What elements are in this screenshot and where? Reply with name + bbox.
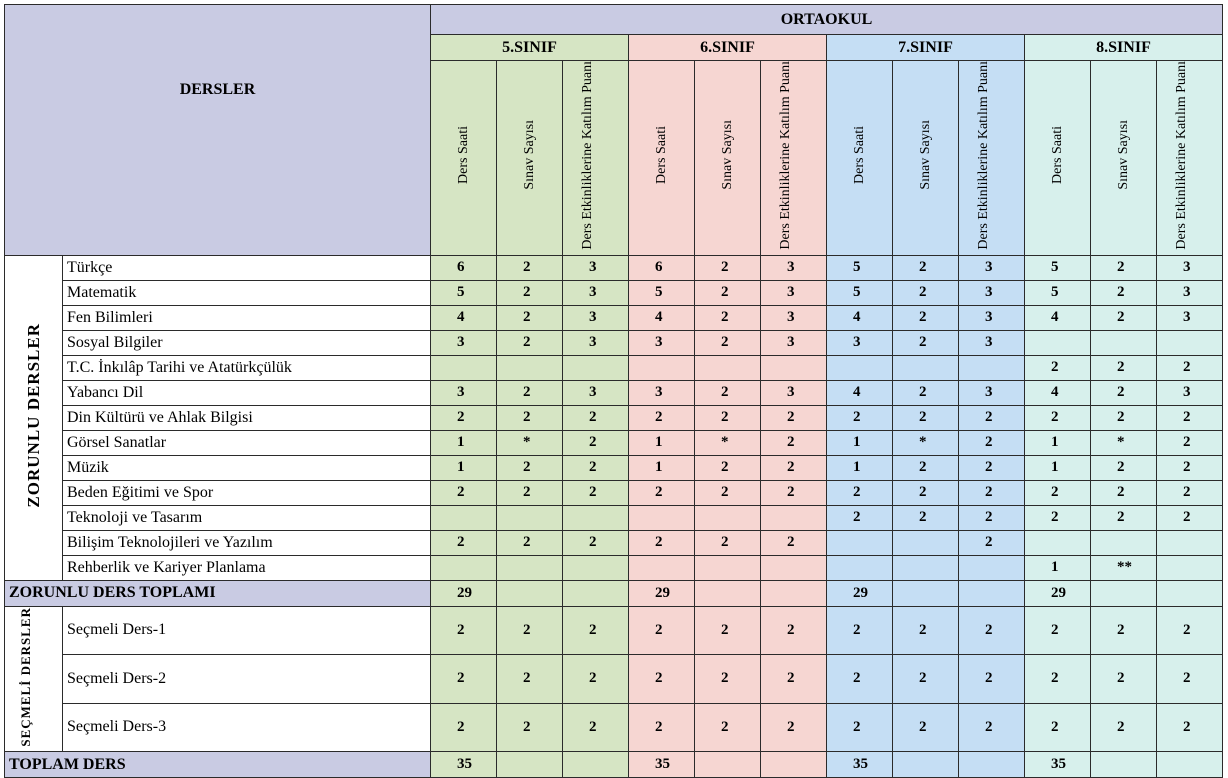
value-cell: 2: [1091, 606, 1157, 655]
table-row: [5, 555, 1223, 580]
value-cell: 2: [1157, 455, 1223, 480]
value-cell: 2: [1025, 355, 1091, 380]
value-cell: 3: [629, 330, 695, 355]
value-cell: 2: [629, 405, 695, 430]
value-cell: [431, 555, 497, 580]
value-cell: 2: [563, 480, 629, 505]
value-cell: 4: [1025, 305, 1091, 330]
value-cell: 2: [1025, 606, 1091, 655]
value-cell: 5: [1025, 255, 1091, 280]
compulsory-group-label: ZORUNLU DERSLER: [5, 255, 63, 580]
value-cell: 2: [431, 530, 497, 555]
value-cell: 2: [629, 480, 695, 505]
sub-column-header: Ders Etkinliklerine Katılım Puanı: [563, 61, 629, 256]
value-cell: 2: [1157, 430, 1223, 455]
value-cell: 2: [959, 430, 1025, 455]
value-cell: 1: [629, 455, 695, 480]
value-cell: 2: [563, 703, 629, 752]
value-cell: 2: [761, 405, 827, 430]
value-cell: 2: [695, 530, 761, 555]
table-row: [5, 355, 1223, 380]
value-cell: 2: [497, 280, 563, 305]
value-cell: 2: [1025, 480, 1091, 505]
table-row: [5, 330, 1223, 355]
subject-name: Beden Eğitimi ve Spor: [63, 480, 431, 505]
value-cell: 2: [1091, 405, 1157, 430]
sub-column-header: Ders Etkinliklerine Katılım Puanı: [959, 61, 1025, 256]
value-cell: 2: [1157, 606, 1223, 655]
value-cell: 2: [893, 255, 959, 280]
value-cell: 2: [695, 606, 761, 655]
value-cell: 2: [893, 330, 959, 355]
value-cell: 2: [1157, 405, 1223, 430]
value-cell: [629, 555, 695, 580]
value-cell: 2: [497, 305, 563, 330]
empty-cell: [761, 580, 827, 606]
empty-cell: [695, 580, 761, 606]
value-cell: 2: [497, 405, 563, 430]
value-cell: 2: [431, 405, 497, 430]
value-cell: 2: [497, 380, 563, 405]
subject-name: Din Kültürü ve Ahlak Bilgisi: [63, 405, 431, 430]
value-cell: 2: [893, 380, 959, 405]
school-level-header: ORTAOKUL: [431, 5, 1223, 35]
subject-name: Seçmeli Ders-3: [63, 703, 431, 752]
value-cell: 2: [1091, 280, 1157, 305]
total-value: 29: [431, 580, 497, 606]
empty-cell: [893, 752, 959, 778]
value-cell: [893, 555, 959, 580]
subject-name: Görsel Sanatlar: [63, 430, 431, 455]
curriculum-table: [4, 4, 1223, 778]
subject-name: Fen Bilimleri: [63, 305, 431, 330]
grade-header: 8.SINIF: [1025, 35, 1223, 61]
value-cell: [893, 355, 959, 380]
value-cell: 1: [827, 455, 893, 480]
value-cell: 2: [827, 655, 893, 704]
value-cell: 2: [761, 530, 827, 555]
value-cell: 3: [827, 330, 893, 355]
value-cell: 4: [827, 380, 893, 405]
value-cell: [1091, 330, 1157, 355]
empty-cell: [497, 752, 563, 778]
value-cell: [695, 355, 761, 380]
total-value: 29: [629, 580, 695, 606]
value-cell: 2: [629, 703, 695, 752]
grade-header: 6.SINIF: [629, 35, 827, 61]
sub-column-header: Ders Saati: [1025, 61, 1091, 256]
value-cell: [497, 355, 563, 380]
value-cell: 5: [1025, 280, 1091, 305]
value-cell: [761, 555, 827, 580]
value-cell: 3: [761, 330, 827, 355]
value-cell: 2: [695, 380, 761, 405]
empty-cell: [1157, 580, 1223, 606]
grade-header: 5.SINIF: [431, 35, 629, 61]
value-cell: **: [1091, 555, 1157, 580]
value-cell: [1157, 330, 1223, 355]
value-cell: [761, 355, 827, 380]
value-cell: 2: [695, 280, 761, 305]
value-cell: 3: [959, 280, 1025, 305]
value-cell: 2: [497, 480, 563, 505]
value-cell: 2: [563, 606, 629, 655]
value-cell: 2: [431, 480, 497, 505]
value-cell: 2: [1091, 355, 1157, 380]
value-cell: 2: [893, 655, 959, 704]
value-cell: [695, 505, 761, 530]
value-cell: [827, 555, 893, 580]
value-cell: 3: [629, 380, 695, 405]
total-value: 35: [827, 752, 893, 778]
total-value: 35: [1025, 752, 1091, 778]
empty-cell: [1157, 752, 1223, 778]
total-value: 35: [629, 752, 695, 778]
value-cell: 1: [1025, 555, 1091, 580]
table-row: [5, 430, 1223, 455]
value-cell: 2: [959, 530, 1025, 555]
value-cell: 3: [431, 330, 497, 355]
table-footer-edge: [4, 676, 1227, 680]
value-cell: 2: [497, 455, 563, 480]
value-cell: 2: [431, 655, 497, 704]
value-cell: 2: [761, 455, 827, 480]
table-row: [5, 480, 1223, 505]
value-cell: 2: [695, 255, 761, 280]
value-cell: 3: [563, 255, 629, 280]
value-cell: 2: [629, 655, 695, 704]
value-cell: 2: [497, 606, 563, 655]
value-cell: 3: [563, 380, 629, 405]
value-cell: 2: [1025, 655, 1091, 704]
empty-cell: [695, 752, 761, 778]
value-cell: [1157, 555, 1223, 580]
value-cell: 3: [761, 380, 827, 405]
value-cell: 2: [1091, 703, 1157, 752]
value-cell: 2: [497, 330, 563, 355]
subject-name: T.C. İnkılâp Tarihi ve Atatürkçülük: [63, 355, 431, 380]
value-cell: 2: [695, 330, 761, 355]
value-cell: 2: [1091, 505, 1157, 530]
value-cell: 2: [959, 405, 1025, 430]
subject-name: Türkçe: [63, 255, 431, 280]
value-cell: 3: [563, 280, 629, 305]
total-value: 35: [431, 752, 497, 778]
value-cell: [1025, 530, 1091, 555]
value-cell: 3: [563, 305, 629, 330]
table-row: [5, 703, 1223, 752]
value-cell: 2: [827, 480, 893, 505]
sub-column-header: Sınav Sayısı: [1091, 61, 1157, 256]
sub-column-header: Ders Etkinliklerine Katılım Puanı: [1157, 61, 1223, 256]
subject-name: Bilişim Teknolojileri ve Yazılım: [63, 530, 431, 555]
value-cell: 1: [1025, 455, 1091, 480]
value-cell: 2: [893, 606, 959, 655]
empty-cell: [1091, 580, 1157, 606]
value-cell: 2: [563, 530, 629, 555]
value-cell: 2: [959, 703, 1025, 752]
value-cell: 2: [1091, 480, 1157, 505]
value-cell: 3: [761, 305, 827, 330]
value-cell: [1157, 530, 1223, 555]
value-cell: 2: [893, 405, 959, 430]
empty-cell: [563, 752, 629, 778]
value-cell: 3: [959, 305, 1025, 330]
value-cell: 3: [761, 280, 827, 305]
value-cell: 2: [893, 703, 959, 752]
value-cell: 5: [629, 280, 695, 305]
subject-name: Seçmeli Ders-2: [63, 655, 431, 704]
sub-column-header: Ders Saati: [431, 61, 497, 256]
value-cell: 3: [959, 380, 1025, 405]
value-cell: [431, 355, 497, 380]
value-cell: 2: [497, 255, 563, 280]
elective-group-label: SEÇMELİ DERSLER: [5, 606, 63, 752]
value-cell: 2: [497, 703, 563, 752]
value-cell: *: [1091, 430, 1157, 455]
table-row: [5, 505, 1223, 530]
value-cell: 2: [827, 505, 893, 530]
value-cell: 3: [563, 330, 629, 355]
value-cell: 2: [695, 405, 761, 430]
grand-total-row-label: TOPLAM DERS: [5, 752, 431, 778]
value-cell: 2: [959, 480, 1025, 505]
sub-column-header: Sınav Sayısı: [893, 61, 959, 256]
value-cell: [563, 505, 629, 530]
value-cell: 3: [1157, 305, 1223, 330]
value-cell: 2: [761, 430, 827, 455]
value-cell: [497, 505, 563, 530]
sub-column-header: Sınav Sayısı: [695, 61, 761, 256]
value-cell: *: [695, 430, 761, 455]
value-cell: 4: [827, 305, 893, 330]
value-cell: 2: [761, 480, 827, 505]
subject-name: Sosyal Bilgiler: [63, 330, 431, 355]
value-cell: [1091, 530, 1157, 555]
value-cell: [893, 530, 959, 555]
value-cell: 2: [1157, 655, 1223, 704]
sub-column-header: Ders Etkinliklerine Katılım Puanı: [761, 61, 827, 256]
value-cell: 3: [761, 255, 827, 280]
table-row: [5, 305, 1223, 330]
value-cell: 4: [629, 305, 695, 330]
value-cell: 2: [1091, 655, 1157, 704]
value-cell: 2: [497, 655, 563, 704]
value-cell: 1: [431, 455, 497, 480]
value-cell: 3: [959, 255, 1025, 280]
value-cell: 2: [695, 480, 761, 505]
value-cell: 5: [431, 280, 497, 305]
value-cell: 2: [695, 703, 761, 752]
value-cell: 2: [761, 606, 827, 655]
value-cell: 3: [959, 330, 1025, 355]
value-cell: 4: [1025, 380, 1091, 405]
subject-name: Teknoloji ve Tasarım: [63, 505, 431, 530]
subjects-header: DERSLER: [5, 5, 431, 256]
value-cell: 2: [761, 655, 827, 704]
empty-cell: [959, 752, 1025, 778]
value-cell: 2: [563, 655, 629, 704]
sub-column-header: Sınav Sayısı: [497, 61, 563, 256]
value-cell: 2: [1091, 255, 1157, 280]
value-cell: 2: [893, 455, 959, 480]
value-cell: [497, 555, 563, 580]
empty-cell: [959, 580, 1025, 606]
table-row: [5, 606, 1223, 655]
value-cell: [431, 505, 497, 530]
value-cell: 2: [695, 305, 761, 330]
value-cell: 3: [431, 380, 497, 405]
value-cell: [563, 555, 629, 580]
value-cell: 6: [431, 255, 497, 280]
value-cell: 2: [827, 703, 893, 752]
empty-cell: [1091, 752, 1157, 778]
value-cell: 2: [431, 703, 497, 752]
empty-cell: [563, 580, 629, 606]
value-cell: 2: [1157, 703, 1223, 752]
value-cell: 4: [431, 305, 497, 330]
value-cell: 2: [1091, 305, 1157, 330]
table-row: [5, 280, 1223, 305]
table-row: [5, 255, 1223, 280]
value-cell: 2: [563, 405, 629, 430]
table-row: [5, 405, 1223, 430]
value-cell: 1: [431, 430, 497, 455]
value-cell: [629, 505, 695, 530]
value-cell: 2: [431, 606, 497, 655]
empty-cell: [761, 752, 827, 778]
value-cell: 2: [1025, 405, 1091, 430]
sub-column-header: Ders Saati: [629, 61, 695, 256]
value-cell: [959, 355, 1025, 380]
value-cell: 6: [629, 255, 695, 280]
value-cell: 2: [563, 430, 629, 455]
value-cell: 2: [959, 606, 1025, 655]
value-cell: 2: [629, 530, 695, 555]
value-cell: 2: [1157, 505, 1223, 530]
value-cell: 1: [629, 430, 695, 455]
value-cell: 2: [1091, 455, 1157, 480]
value-cell: 5: [827, 280, 893, 305]
value-cell: 2: [1025, 505, 1091, 530]
value-cell: 3: [1157, 280, 1223, 305]
value-cell: 2: [827, 606, 893, 655]
value-cell: [959, 555, 1025, 580]
subject-name: Matematik: [63, 280, 431, 305]
value-cell: [761, 505, 827, 530]
value-cell: 1: [1025, 430, 1091, 455]
value-cell: [827, 530, 893, 555]
value-cell: 2: [893, 280, 959, 305]
value-cell: *: [497, 430, 563, 455]
value-cell: [1025, 330, 1091, 355]
value-cell: 2: [959, 455, 1025, 480]
value-cell: 2: [761, 703, 827, 752]
value-cell: 2: [563, 455, 629, 480]
table-row: [5, 530, 1223, 555]
total-value: 29: [1025, 580, 1091, 606]
table-row: [5, 455, 1223, 480]
value-cell: 2: [893, 480, 959, 505]
value-cell: 2: [827, 405, 893, 430]
subject-name: Seçmeli Ders-1: [63, 606, 431, 655]
sub-column-header: Ders Saati: [827, 61, 893, 256]
grand-total-row: [5, 752, 1223, 778]
compulsory-total-row-label: ZORUNLU DERS TOPLAMI: [5, 580, 431, 606]
value-cell: 2: [695, 655, 761, 704]
total-value: 29: [827, 580, 893, 606]
value-cell: 3: [1157, 255, 1223, 280]
value-cell: 2: [629, 606, 695, 655]
value-cell: 1: [827, 430, 893, 455]
value-cell: 2: [893, 505, 959, 530]
value-cell: [695, 555, 761, 580]
grade-header: 7.SINIF: [827, 35, 1025, 61]
value-cell: [563, 355, 629, 380]
empty-cell: [497, 580, 563, 606]
value-cell: 2: [695, 455, 761, 480]
value-cell: 2: [893, 305, 959, 330]
value-cell: 2: [497, 530, 563, 555]
value-cell: 2: [1157, 355, 1223, 380]
subject-name: Yabancı Dil: [63, 380, 431, 405]
compulsory-total-row: [5, 580, 1223, 606]
value-cell: 2: [1091, 380, 1157, 405]
table-row: [5, 380, 1223, 405]
value-cell: 2: [1157, 480, 1223, 505]
empty-cell: [893, 580, 959, 606]
value-cell: 5: [827, 255, 893, 280]
value-cell: *: [893, 430, 959, 455]
value-cell: 2: [959, 655, 1025, 704]
subject-name: Müzik: [63, 455, 431, 480]
value-cell: [827, 355, 893, 380]
subject-name: Rehberlik ve Kariyer Planlama: [63, 555, 431, 580]
value-cell: 2: [1025, 703, 1091, 752]
value-cell: [629, 355, 695, 380]
value-cell: 2: [959, 505, 1025, 530]
value-cell: 3: [1157, 380, 1223, 405]
